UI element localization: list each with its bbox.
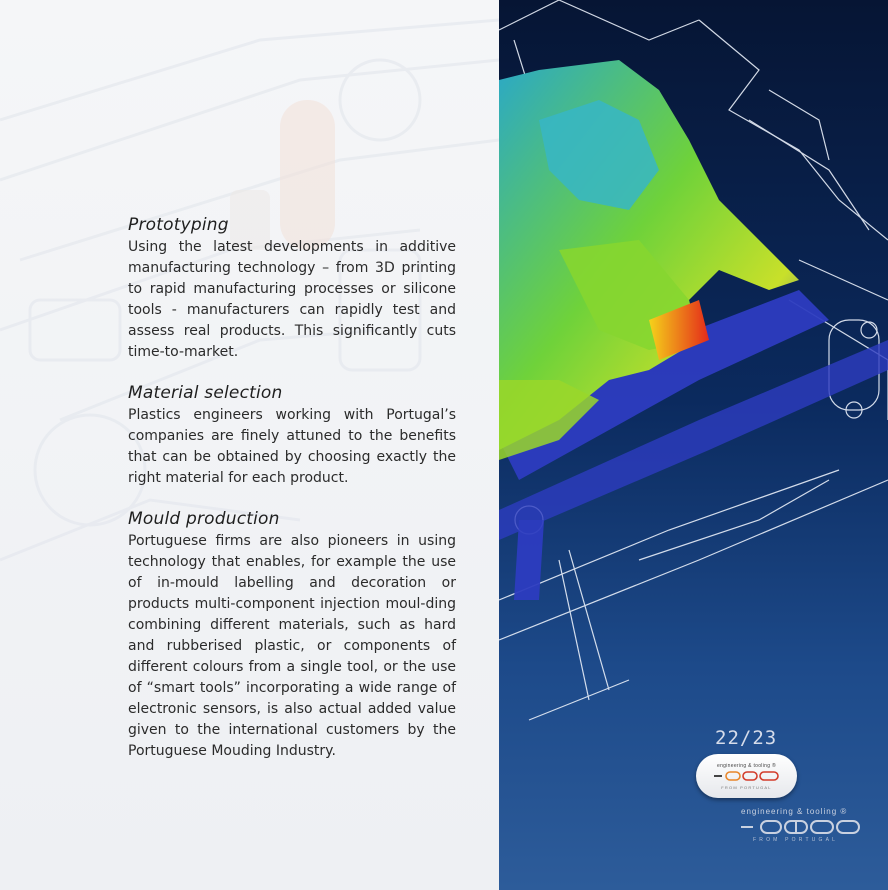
section-prototyping [128, 214, 456, 363]
page-number: 22/23 [715, 727, 778, 749]
cad-wireframe-image [499, 0, 888, 890]
right-page [499, 0, 888, 890]
section-body: Using the latest developments in additive manufacturing technology – from 3D printing to rapid manufacturing processes or silicone tools - manufacturers can rapidly test and assess real products. This significantly cuts time-to-market. [128, 239, 456, 360]
mould-logo-icon [712, 771, 781, 781]
badge-top-text: engineering & tooling ® [717, 763, 776, 769]
section-material-selection [128, 382, 456, 489]
section-heading: Mould production [128, 509, 280, 529]
logo-top-text: engineering & tooling ® [741, 807, 848, 816]
brand-logo [741, 807, 877, 847]
mould-logo-icon [741, 819, 861, 835]
logo-bottom-text: FROM PORTUGAL [753, 837, 839, 843]
brand-badge [696, 754, 797, 798]
section-heading: Prototyping [128, 215, 229, 235]
badge-bottom-text: FROM PORTUGAL [721, 785, 772, 790]
section-body: Plastics engineers working with Portugal’s companies are finely attuned to the benefits that can be obtained by choosing exactly the right material for each product. [128, 407, 456, 486]
section-body: Portuguese firms are also pioneers in using technology that enables, for example the use of in-mould labelling and decoration or products multi-component injection moul-ding combining different materials, such as hard and rubberised plastic, or components of different colours from a single tool, or the use of “smart tools” incorporating a wide range of electronic sensors, is also actual added value given to the international customers by the Portuguese Mouding Industry. [128, 533, 456, 759]
text-column [128, 214, 456, 781]
section-mould-production [128, 508, 456, 762]
section-heading: Material selection [128, 383, 283, 403]
